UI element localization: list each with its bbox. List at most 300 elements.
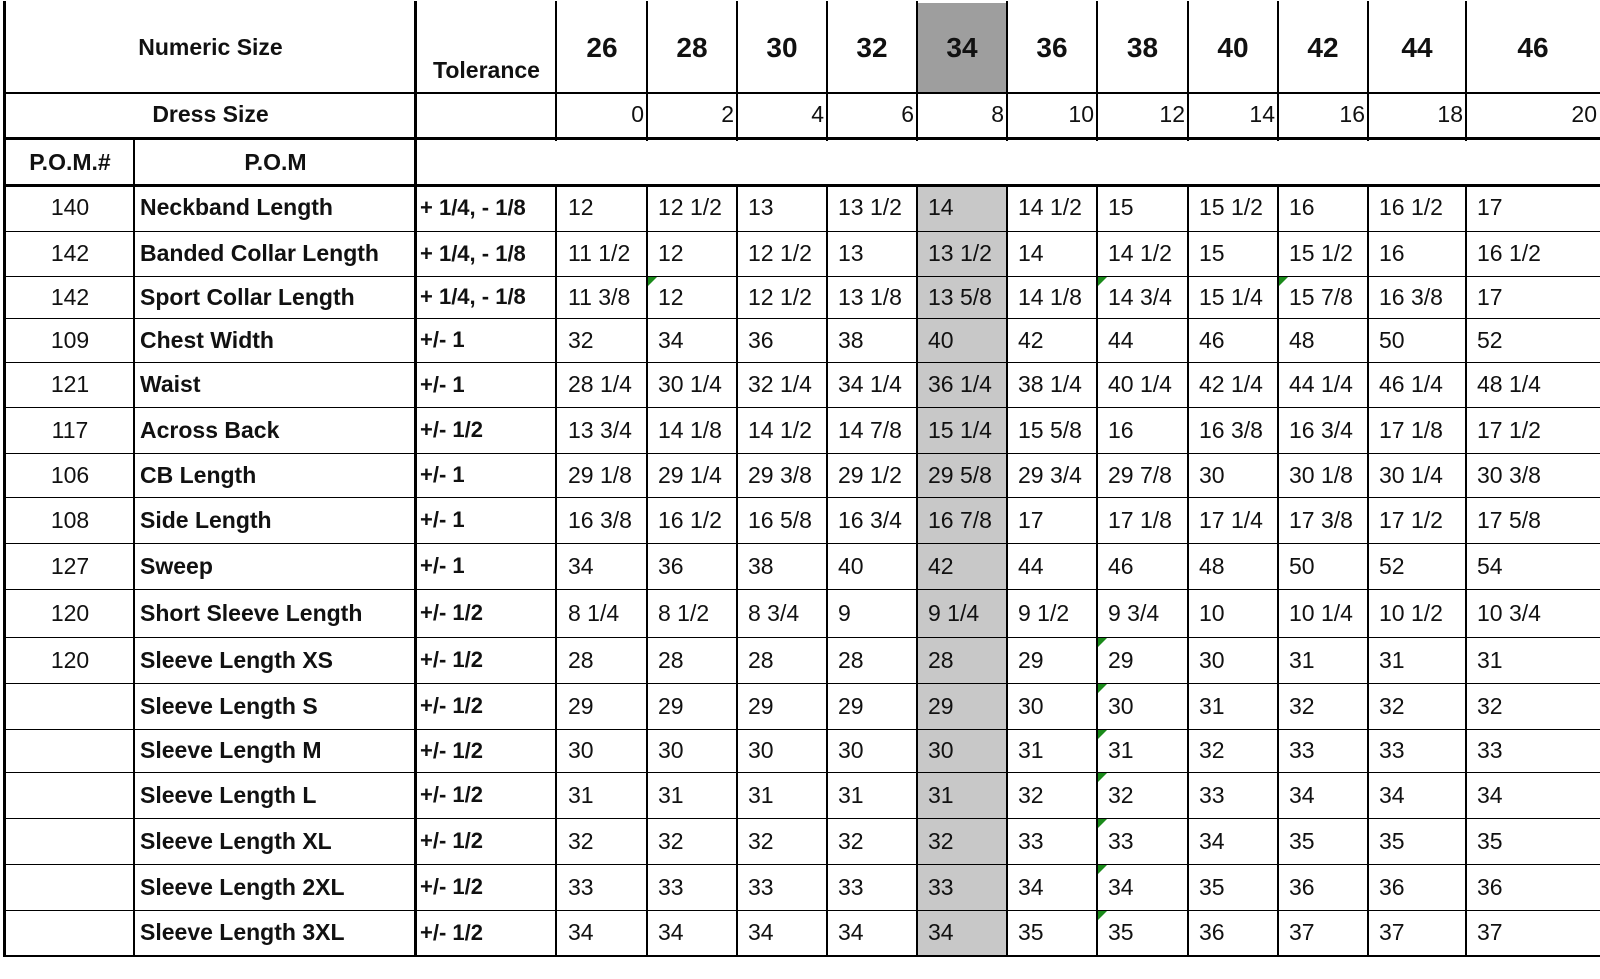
measurement-cell: 29 <box>1108 646 1134 673</box>
dress-size-10: 10 <box>1068 101 1094 127</box>
measurement-cell: 16 1/2 <box>1477 240 1541 266</box>
measurement-cell: 32 <box>568 326 594 353</box>
measurement-cell: 48 <box>1289 326 1315 353</box>
measurement-cell: 13 5/8 <box>928 283 992 310</box>
row-divider <box>3 683 1600 684</box>
pom-header: P.O.M <box>244 149 307 175</box>
comment-marker-icon <box>1098 638 1107 647</box>
measurement-cell: 34 <box>928 919 954 945</box>
measurement-cell: 16 1/2 <box>1379 194 1443 220</box>
measurement-cell: 10 1/4 <box>1289 599 1353 626</box>
measurement-cell: 32 1/4 <box>748 371 812 397</box>
measurement-cell: 11 3/8 <box>568 283 631 310</box>
measurement-cell: 30 <box>838 737 864 763</box>
tolerance-divider-lower <box>555 184 557 955</box>
dress-size-2: 2 <box>721 101 734 127</box>
measurement-cell: 37 <box>1379 919 1405 945</box>
measurement-cell: 15 7/8 <box>1289 283 1353 310</box>
measurement-cell: 31 <box>838 781 864 808</box>
measurement-cell: 12 1/2 <box>748 283 812 310</box>
measurement-cell: 33 <box>838 873 864 900</box>
size-column-divider <box>1187 184 1189 955</box>
numeric-size-44: 44 <box>1401 31 1433 63</box>
measurement-cell: 30 <box>658 737 684 763</box>
pom-name: Sport Collar Length <box>140 283 355 310</box>
measurement-cell: 48 <box>1199 552 1225 579</box>
measurement-cell: 8 1/2 <box>658 599 710 626</box>
measurement-cell: 13 3/4 <box>568 416 632 443</box>
dress-size-18: 18 <box>1437 101 1463 127</box>
comment-marker-icon <box>648 277 657 286</box>
dress-size-14: 14 <box>1249 101 1275 127</box>
measurement-cell: 31 <box>1108 737 1134 763</box>
tolerance-value: +/- 1/2 <box>420 828 483 853</box>
measurement-cell: 16 7/8 <box>928 506 992 533</box>
pom-number <box>5 729 135 772</box>
tolerance-value: +/- 1 <box>420 327 465 352</box>
measurement-cell: 30 <box>748 737 774 763</box>
measurement-cell: 37 <box>1477 919 1503 945</box>
dress-size-12: 12 <box>1159 101 1185 127</box>
measurement-cell: 34 <box>568 919 594 945</box>
tolerance-value: +/- 1/2 <box>420 647 483 672</box>
measurement-cell: 44 1/4 <box>1289 371 1353 397</box>
measurement-cell: 35 <box>1379 827 1405 854</box>
pom-name: Waist <box>140 371 201 397</box>
pom-name: Sleeve Length 3XL <box>140 919 345 945</box>
comment-marker-icon <box>1098 730 1107 739</box>
dress-size-0: 0 <box>631 101 644 127</box>
dress-size-8: 8 <box>991 101 1004 127</box>
measurement-cell: 17 1/2 <box>1477 416 1541 443</box>
measurement-cell: 34 <box>658 919 684 945</box>
measurement-cell: 32 <box>658 827 684 854</box>
measurement-cell: 14 1/2 <box>1108 240 1172 266</box>
measurement-cell: 36 1/4 <box>928 371 992 397</box>
row-divider <box>3 772 1600 773</box>
numeric-size-32: 32 <box>856 31 888 63</box>
pom-number <box>5 683 135 729</box>
measurement-cell: 10 <box>1199 599 1225 626</box>
measurement-cell: 33 <box>1379 737 1405 763</box>
row-divider <box>3 589 1600 590</box>
tolerance-value: +/- 1 <box>420 553 465 578</box>
measurement-cell: 15 1/4 <box>928 416 992 443</box>
pom-number: 127 <box>50 552 90 579</box>
row-divider <box>3 729 1600 730</box>
size-column-divider <box>1367 184 1369 955</box>
measurement-cell: 16 3/8 <box>568 506 632 533</box>
tolerance-value: +/- 1/2 <box>420 782 483 807</box>
numeric-size-42: 42 <box>1307 31 1339 63</box>
measurement-cell: 37 <box>1289 919 1315 945</box>
measurement-cell: 48 1/4 <box>1477 371 1541 397</box>
measurement-cell: 30 <box>1108 692 1134 719</box>
measurement-cell: 31 <box>928 781 954 808</box>
comment-marker-icon <box>1098 865 1107 874</box>
measurement-cell: 33 <box>748 873 774 900</box>
measurement-cell: 50 <box>1379 326 1405 353</box>
dress-size-6: 6 <box>901 101 914 127</box>
measurement-cell: 12 1/2 <box>658 194 722 220</box>
measurement-cell: 46 <box>1108 552 1134 579</box>
measurement-cell: 29 5/8 <box>928 461 992 488</box>
measurement-cell: 31 <box>658 781 684 808</box>
header-row-divider <box>3 92 1600 94</box>
pom-number-header: P.O.M.# <box>29 149 111 175</box>
measurement-cell: 44 <box>1018 552 1044 579</box>
dress-size-4: 4 <box>811 101 824 127</box>
measurement-cell: 29 <box>658 692 684 719</box>
measurement-cell: 15 <box>1199 240 1225 266</box>
measurement-cell: 16 <box>1289 194 1315 220</box>
measurement-cell: 35 <box>1108 919 1134 945</box>
measurement-cell: 17 1/4 <box>1199 506 1263 533</box>
row-divider <box>3 318 1600 319</box>
size-header-divider <box>736 1 738 141</box>
measurement-cell: 12 <box>658 283 684 310</box>
numeric-size-38: 38 <box>1126 31 1159 63</box>
measurement-cell: 36 <box>658 552 684 579</box>
tolerance-value: +/- 1 <box>420 371 465 397</box>
measurement-cell: 13 1/2 <box>838 194 902 220</box>
pom-number <box>5 864 135 910</box>
measurement-cell: 29 3/4 <box>1018 461 1082 488</box>
measurement-cell: 28 <box>838 646 864 673</box>
dress-row-divider <box>3 137 1600 140</box>
measurement-cell: 34 <box>1477 781 1503 808</box>
pom-number <box>5 772 135 818</box>
pom-number: 109 <box>50 326 90 353</box>
measurement-cell: 17 1/8 <box>1108 506 1172 533</box>
tolerance-value: +/- 1/2 <box>420 693 483 718</box>
size-column-divider <box>1277 184 1279 955</box>
tolerance-value: +/- 1 <box>420 462 465 487</box>
measurement-cell: 32 <box>1289 692 1315 719</box>
measurement-cell: 28 <box>568 646 594 673</box>
measurement-cell: 29 <box>928 692 954 719</box>
size-column-divider <box>916 184 918 955</box>
measurement-cell: 36 <box>1477 873 1503 900</box>
measurement-cell: 32 <box>748 827 774 854</box>
measurement-cell: 34 <box>838 919 864 945</box>
dress-size-16: 16 <box>1339 101 1365 127</box>
pom-number <box>5 910 135 955</box>
measurement-cell: 12 <box>568 194 594 220</box>
measurement-cell: 33 <box>1199 781 1225 808</box>
measurement-cell: 30 1/4 <box>1379 461 1443 488</box>
comment-marker-icon <box>1279 277 1288 286</box>
pom-number: 120 <box>50 599 90 626</box>
measurement-cell: 15 1/4 <box>1199 283 1263 310</box>
comment-marker-icon <box>1098 684 1107 693</box>
numeric-size-40: 40 <box>1217 31 1249 63</box>
pom-name: Banded Collar Length <box>140 240 379 266</box>
size-header-divider <box>826 1 828 141</box>
measurement-cell: 28 <box>928 646 954 673</box>
tolerance-value: +/- 1/2 <box>420 874 483 899</box>
pom-name: Side Length <box>140 506 272 533</box>
pom-name: Sleeve Length M <box>140 737 322 763</box>
outer-left-border <box>3 1 6 956</box>
pom-name: Short Sleeve Length <box>140 599 363 626</box>
measurement-cell: 33 <box>1477 737 1503 763</box>
measurement-cell: 29 1/2 <box>838 461 902 488</box>
measurement-cell: 52 <box>1477 326 1503 353</box>
measurement-cell: 29 <box>1018 646 1044 673</box>
measurement-cell: 38 <box>748 552 774 579</box>
measurement-cell: 35 <box>1018 919 1044 945</box>
measurement-cell: 14 <box>1018 240 1044 266</box>
size-column-divider <box>1006 184 1008 955</box>
measurement-cell: 34 <box>658 326 684 353</box>
measurement-cell: 32 <box>1379 692 1405 719</box>
measurement-cell: 33 <box>928 873 954 900</box>
tolerance-value: +/- 1/2 <box>420 417 483 442</box>
row-divider <box>3 637 1600 638</box>
measurement-cell: 17 <box>1018 506 1044 533</box>
measurement-cell: 32 <box>1018 781 1044 808</box>
comment-marker-icon <box>1098 773 1107 782</box>
row-divider <box>3 407 1600 408</box>
pom-name: Sleeve Length 2XL <box>140 873 345 900</box>
pom-name: Across Back <box>140 416 280 443</box>
pom-number: 106 <box>50 461 90 488</box>
row-divider <box>3 276 1600 277</box>
comment-marker-icon <box>1098 911 1107 920</box>
tolerance-value: + 1/4, - 1/8 <box>420 194 526 220</box>
measurement-cell: 17 1/2 <box>1379 506 1443 533</box>
tolerance-value: +/- 1/2 <box>420 737 483 763</box>
measurement-cell: 34 <box>1018 873 1044 900</box>
measurement-cell: 30 1/4 <box>658 371 722 397</box>
measurement-cell: 13 1/2 <box>928 240 992 266</box>
pom-number-divider <box>133 137 135 955</box>
measurement-cell: 34 <box>568 552 594 579</box>
tolerance-header: Tolerance <box>433 56 540 83</box>
measurement-cell: 33 <box>658 873 684 900</box>
measurement-cell: 54 <box>1477 552 1503 579</box>
measurement-cell: 36 <box>1289 873 1315 900</box>
measurement-cell: 46 <box>1199 326 1225 353</box>
measurement-cell: 10 3/4 <box>1477 599 1541 626</box>
measurement-cell: 17 3/8 <box>1289 506 1353 533</box>
numeric-size-30: 30 <box>766 31 798 63</box>
size-header-divider <box>1096 1 1098 141</box>
size-header-divider <box>1006 1 1008 141</box>
measurement-cell: 14 3/4 <box>1108 283 1172 310</box>
numeric-size-36: 36 <box>1036 31 1068 63</box>
measurement-cell: 34 <box>1379 781 1405 808</box>
row-divider <box>3 362 1600 363</box>
measurement-cell: 31 <box>1477 646 1503 673</box>
size-column-divider <box>1096 184 1098 955</box>
measurement-cell: 12 1/2 <box>748 240 812 266</box>
measurement-cell: 29 1/8 <box>568 461 632 488</box>
measurement-cell: 30 <box>928 737 954 763</box>
measurement-cell: 31 <box>1018 737 1044 763</box>
pom-name: Sleeve Length L <box>140 781 317 808</box>
size-header-divider <box>646 1 648 141</box>
measurement-cell: 16 3/4 <box>838 506 902 533</box>
measurement-cell: 14 1/2 <box>1018 194 1082 220</box>
measurement-cell: 29 <box>568 692 594 719</box>
size-column-divider <box>646 184 648 955</box>
pom-name: Sleeve Length S <box>140 692 318 719</box>
measurement-cell: 13 <box>748 194 774 220</box>
measurement-cell: 32 <box>1108 781 1134 808</box>
measurement-cell: 50 <box>1289 552 1315 579</box>
measurement-cell: 33 <box>568 873 594 900</box>
measurement-cell: 33 <box>1018 827 1044 854</box>
measurement-cell: 35 <box>1289 827 1315 854</box>
measurement-cell: 15 <box>1108 194 1134 220</box>
pom-name: Sleeve Length XL <box>140 827 332 854</box>
measurement-cell: 15 1/2 <box>1199 194 1263 220</box>
measurement-cell: 30 <box>1199 461 1225 488</box>
measurement-cell: 10 1/2 <box>1379 599 1443 626</box>
pom-name: Neckband Length <box>140 194 333 220</box>
measurement-cell: 30 <box>1199 646 1225 673</box>
pom-name: Chest Width <box>140 326 274 353</box>
bottom-border <box>3 955 1600 957</box>
measurement-cell: 32 <box>1199 737 1225 763</box>
measurement-cell: 28 <box>748 646 774 673</box>
comment-marker-icon <box>1098 277 1107 286</box>
measurement-cell: 28 <box>658 646 684 673</box>
measurement-cell: 9 3/4 <box>1108 599 1160 626</box>
measurement-cell: 29 <box>838 692 864 719</box>
size-column-divider <box>1465 184 1467 955</box>
measurement-cell: 28 1/4 <box>568 371 632 397</box>
tolerance-divider <box>555 1 557 141</box>
row-divider <box>3 453 1600 454</box>
measurement-cell: 14 1/2 <box>748 416 812 443</box>
measurement-cell: 14 1/8 <box>1018 283 1082 310</box>
dress-size-20: 20 <box>1571 101 1597 127</box>
numeric-size-34: 34 <box>946 31 978 63</box>
measurement-cell: 40 <box>928 326 954 353</box>
measurement-cell: 8 1/4 <box>568 599 620 626</box>
measurement-cell: 16 3/8 <box>1379 283 1443 310</box>
measurement-cell: 36 <box>1199 919 1225 945</box>
measurement-cell: 32 <box>1477 692 1503 719</box>
measurement-cell: 52 <box>1379 552 1405 579</box>
numeric-size-28: 28 <box>676 31 708 63</box>
row-divider <box>3 910 1600 911</box>
measurement-cell: 34 <box>1289 781 1315 808</box>
measurement-cell: 34 <box>748 919 774 945</box>
measurement-cell: 15 5/8 <box>1018 416 1082 443</box>
numeric-size-header: Numeric Size <box>138 34 283 60</box>
measurement-cell: 16 3/4 <box>1289 416 1353 443</box>
pom-number <box>5 818 135 864</box>
tolerance-value: +/- 1/2 <box>420 600 483 625</box>
measurement-cell: 32 <box>838 827 864 854</box>
measurement-cell: 16 <box>1108 416 1134 443</box>
measurement-cell: 32 <box>568 827 594 854</box>
pom-header-divider <box>3 184 1600 187</box>
measurement-cell: 42 1/4 <box>1199 371 1263 397</box>
measurement-cell: 29 1/4 <box>658 461 722 488</box>
tolerance-value: +/- 1/2 <box>420 919 483 945</box>
measurement-cell: 29 3/8 <box>748 461 812 488</box>
measurement-cell: 42 <box>1018 326 1044 353</box>
measurement-cell: 9 1/4 <box>928 599 980 626</box>
measurement-cell: 34 1/4 <box>838 371 902 397</box>
measurement-cell: 16 3/8 <box>1199 416 1263 443</box>
measurement-cell: 30 3/8 <box>1477 461 1541 488</box>
measurement-cell: 38 1/4 <box>1018 371 1082 397</box>
pom-number: 121 <box>50 371 90 397</box>
size-header-divider <box>1277 1 1279 141</box>
row-divider <box>3 497 1600 498</box>
dress-size-header: Dress Size <box>152 101 269 127</box>
tolerance-value: + 1/4, - 1/8 <box>420 284 526 309</box>
measurement-cell: 31 <box>1379 646 1405 673</box>
measurement-cell: 14 1/8 <box>658 416 722 443</box>
pom-number: 108 <box>50 506 90 533</box>
measurement-cell: 29 7/8 <box>1108 461 1172 488</box>
row-divider <box>3 864 1600 865</box>
row-divider <box>3 818 1600 819</box>
measurement-cell: 46 1/4 <box>1379 371 1443 397</box>
measurement-cell: 34 <box>1108 873 1134 900</box>
measurement-cell: 17 1/8 <box>1379 416 1443 443</box>
numeric-size-46: 46 <box>1517 31 1549 63</box>
pom-number: 120 <box>50 646 90 673</box>
size-header-divider <box>1367 1 1369 141</box>
measurement-cell: 15 1/2 <box>1289 240 1353 266</box>
pom-number: 142 <box>50 283 90 310</box>
measurement-cell: 12 <box>658 240 684 266</box>
measurement-cell: 36 <box>1379 873 1405 900</box>
tolerance-value: +/- 1 <box>420 507 465 532</box>
measurement-cell: 31 <box>1199 692 1225 719</box>
measurement-cell: 35 <box>1477 827 1503 854</box>
measurement-cell: 14 7/8 <box>838 416 902 443</box>
pom-number: 140 <box>50 194 90 220</box>
measurement-cell: 31 <box>748 781 774 808</box>
pom-name: CB Length <box>140 461 257 488</box>
measurement-cell: 40 <box>838 552 864 579</box>
size-column-divider <box>826 184 828 955</box>
comment-marker-icon <box>1098 819 1107 828</box>
measurement-cell: 9 1/2 <box>1018 599 1070 626</box>
pom-name: Sleeve Length XS <box>140 646 334 673</box>
measurement-cell: 13 1/8 <box>838 283 902 310</box>
measurement-cell: 32 <box>928 827 954 854</box>
row-divider <box>3 231 1600 232</box>
pom-number: 142 <box>50 240 90 266</box>
measurement-cell: 30 1/8 <box>1289 461 1353 488</box>
measurement-cell: 13 <box>838 240 864 266</box>
measurement-cell: 16 <box>1379 240 1405 266</box>
measurement-cell: 42 <box>928 552 954 579</box>
measurement-cell: 17 5/8 <box>1477 506 1541 533</box>
pom-name-divider <box>414 1 417 956</box>
tolerance-value: + 1/4, - 1/8 <box>420 240 526 266</box>
measurement-cell: 36 <box>748 326 774 353</box>
measurement-cell: 30 <box>568 737 594 763</box>
measurement-cell: 30 <box>1018 692 1044 719</box>
measurement-cell: 8 3/4 <box>748 599 800 626</box>
measurement-cell: 16 5/8 <box>748 506 812 533</box>
measurement-cell: 44 <box>1108 326 1134 353</box>
size-header-divider <box>1465 1 1467 141</box>
measurement-cell: 29 <box>748 692 774 719</box>
numeric-size-26: 26 <box>586 31 618 63</box>
